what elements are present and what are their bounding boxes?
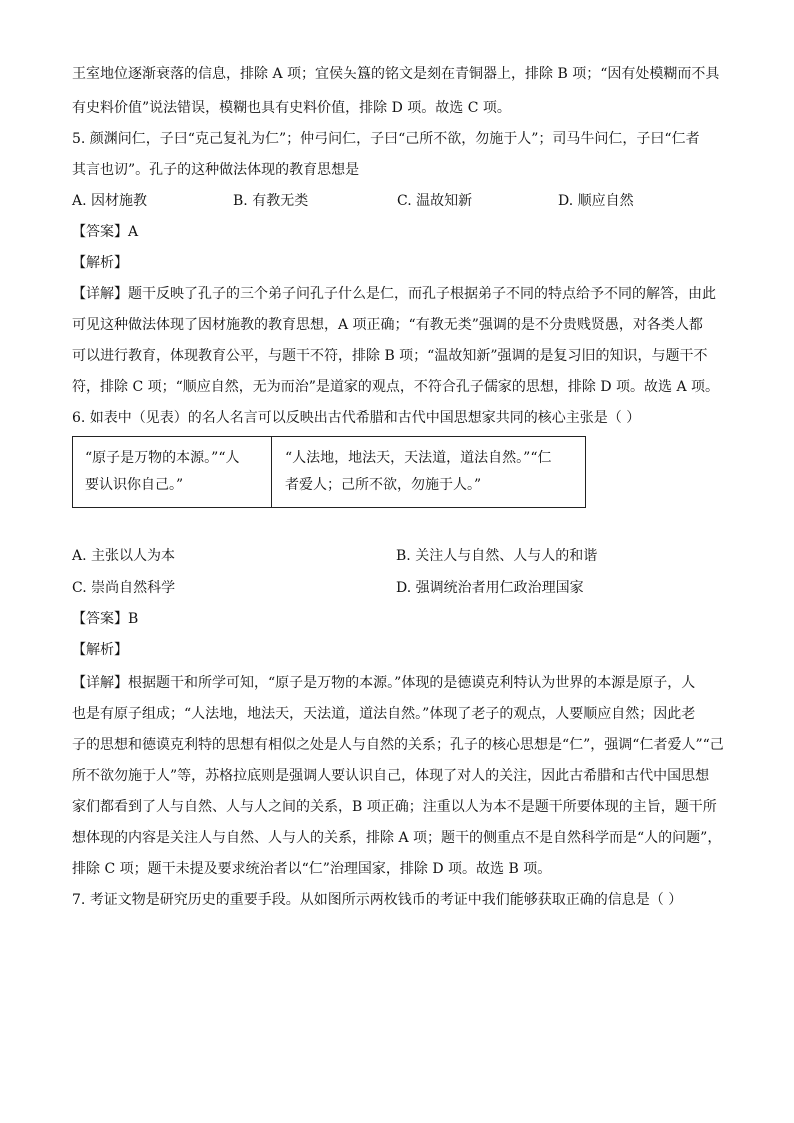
text-line: 王室地位逐渐衰落的信息，排除 A 项；宜侯夨簋的铭文是刻在青铜器上，排除 B 项；“因有处模糊而不具 bbox=[72, 66, 720, 82]
q5-detail: 【详解】题干反映了孔子的三个弟子问孔子什么是仁，而孔子根据弟子不同的特点给予不同的解答，由此 bbox=[72, 286, 716, 302]
q5-detail: 可见这种做法体现了因材施教的教育思想，A 项正确；“有教无类”强调的是不分贵贱贤愚，对各类人都 bbox=[72, 317, 703, 333]
q6-option-c: C. 崇尚自然科学 bbox=[72, 580, 176, 596]
q5-option-b: B. 有教无类 bbox=[233, 193, 309, 209]
q5-detail: 符，排除 C 项；“顺应自然，无为而治”是道家的观点，不符合孔子儒家的思想，排除 D 项。故选 A 项。 bbox=[72, 379, 720, 395]
q5-detail: 可以进行教育，体现教育公平，与题干不符，排除 B 项；“温故知新”强调的是复习旧的知识，与题干不 bbox=[72, 348, 708, 364]
q6-detail: 排除 C 项；题干未提及要求统治者以“仁”治理国家，排除 D 项。故选 B 项。 bbox=[72, 861, 552, 877]
q6-option-b: B. 关注人与自然、人与人的和谐 bbox=[396, 548, 598, 564]
question-7-stem: 7. 考证文物是研究历史的重要手段。从如图所示两枚钱币的考证中我们能够获取正确的信息是（ ） bbox=[72, 892, 683, 908]
q6-detail: 所不欲勿施于人”等，苏格拉底则是强调人要认识自己，体现了对人的关注，因此古希腊和古代中国思想 bbox=[72, 768, 710, 784]
q6-detail: 想体现的内容是关注人与自然、人与人的关系，排除 A 项；题干的侧重点不是自然科学而是“人的问题”， bbox=[72, 830, 722, 846]
table-divider bbox=[271, 437, 272, 507]
q5-option-d: D. 顺应自然 bbox=[558, 193, 634, 209]
table-cell-left: “原子是万物的本源。”“人 bbox=[85, 450, 240, 466]
q6-option-d: D. 强调统治者用仁政治理国家 bbox=[396, 580, 584, 596]
q5-option-a: A. 因材施教 bbox=[72, 193, 148, 209]
q6-answer: 【答案】B bbox=[72, 611, 139, 627]
q5-analysis-label: 【解析】 bbox=[72, 255, 128, 271]
text-line: 有史料价值”说法错误，模糊也具有史料价值，排除 D 项。故选 C 项。 bbox=[72, 100, 511, 116]
q5-answer: 【答案】A bbox=[72, 224, 139, 240]
table-cell-right: “人法地，地法天，天法道，道法自然。”“仁 bbox=[285, 450, 552, 466]
q6-detail: 【详解】根据题干和所学可知，“原子是万物的本源。”体现的是德谟克利特认为世界的本源是原子，人 bbox=[72, 675, 696, 691]
q6-option-a: A. 主张以人为本 bbox=[72, 548, 176, 564]
question-6-stem: 6. 如表中（见表）的名人名言可以反映出古代希腊和古代中国思想家共同的核心主张是（ ） bbox=[72, 410, 641, 426]
table-cell-left: 要认识你自己。” bbox=[85, 477, 184, 493]
question-5-stem: 其言也讱”。孔子的这种做法体现的教育思想是 bbox=[72, 162, 360, 178]
q5-option-c: C. 温故知新 bbox=[397, 193, 473, 209]
quote-table bbox=[72, 436, 586, 508]
q6-detail: 家们都看到了人与自然、人与人之间的关系，B 项正确；注重以人为本不是题干所要体现的主旨，题干所 bbox=[72, 799, 717, 815]
question-5-stem: 5. 颜渊问仁，子曰“克己复礼为仁”；仲弓问仁，子曰“己所不欲，勿施于人”；司马牛问仁，子曰“仁者 bbox=[72, 131, 700, 147]
q6-detail: 子的思想和德谟克利特的思想有相似之处是人与自然的关系；孔子的核心思想是“仁”，强调“仁者爱人”“己 bbox=[72, 737, 724, 753]
q6-analysis-label: 【解析】 bbox=[72, 642, 128, 658]
table-cell-right: 者爱人；己所不欲，勿施于人。” bbox=[285, 477, 482, 493]
q6-detail: 也是有原子组成；“人法地，地法天，天法道，道法自然。”体现了老子的观点，人要顺应自然；因此老 bbox=[72, 706, 696, 722]
